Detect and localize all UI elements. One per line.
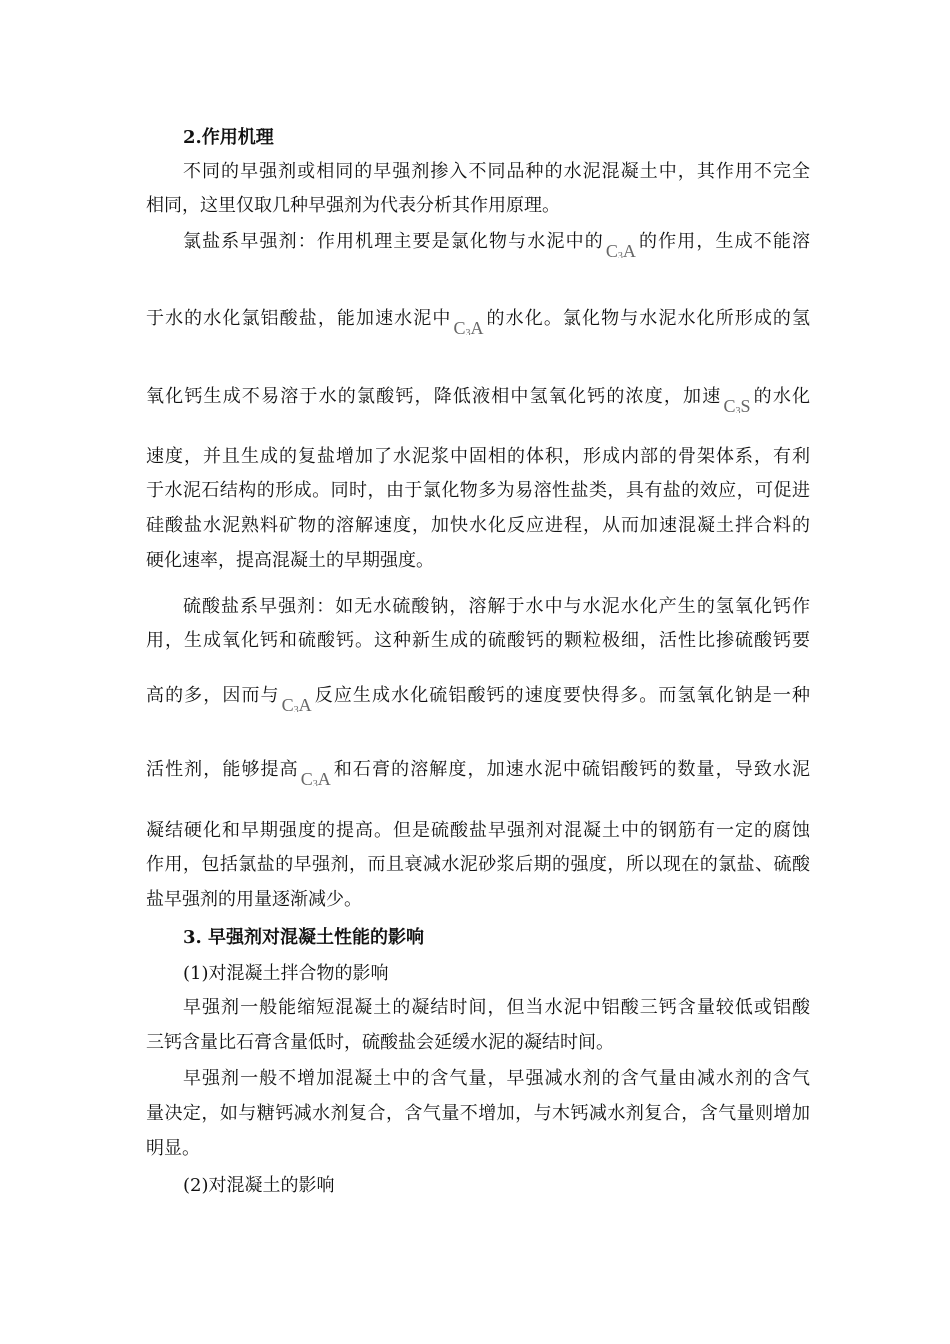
heading-effect: 3. 早强剂对混凝土性能的影响 xyxy=(183,927,425,948)
p5-line-2: 量决定，如与糖钙减水剂复合，含气量不增加，与木钙减水剂复合，含气量则增加 xyxy=(146,1103,810,1124)
p5-line-3: 明显。 xyxy=(146,1138,200,1159)
formula-c3a: $C_3A$ xyxy=(453,318,484,335)
p2-line-3-text-b: 的水化 xyxy=(752,386,810,407)
p3-line-4 xyxy=(146,756,810,786)
p3-line-3 xyxy=(146,682,810,712)
p2-line-1 xyxy=(183,228,810,258)
p2-line-1-text-a: 氯盐系早强剂：作用机理主要是氯化物与水泥中的 xyxy=(183,231,604,252)
p2-line-2 xyxy=(146,305,810,335)
subheading-concrete: (2)对混凝土的影响 xyxy=(183,1175,335,1196)
p2-line-3-text-a: 氧化钙生成不易溶于水的氯酸钙，降低液相中氢氧化钙的浓度，加速 xyxy=(146,386,722,407)
p2-line-3 xyxy=(146,383,810,413)
formula-c3a: $C_3A$ xyxy=(281,695,312,712)
p3-line-5: 凝结硬化和早期强度的提高。但是硫酸盐早强剂对混凝土中的钢筋有一定的腐蚀 xyxy=(146,820,810,841)
p4-line-1: 早强剂一般能缩短混凝土的凝结时间，但当水泥中铝酸三钙含量较低或铝酸 xyxy=(183,997,810,1018)
p5-line-1: 早强剂一般不增加混凝土中的含气量，早强减水剂的含气量由减水剂的含气 xyxy=(183,1068,810,1089)
p2-line-5: 于水泥石结构的形成。同时，由于氯化物多为易溶性盐类，具有盐的效应，可促进 xyxy=(146,480,810,501)
p1-line-1: 不同的早强剂或相同的早强剂掺入不同品种的水泥混凝土中，其作用不完全 xyxy=(183,161,810,182)
formula-c3a: $C_3A$ xyxy=(605,241,636,258)
heading-mechanism: 2.作用机理 xyxy=(183,127,274,148)
formula-c3s: $C_3S$ xyxy=(723,396,751,413)
p2-line-4: 速度，并且生成的复盐增加了水泥浆中固相的体积，形成内部的骨架体系，有利 xyxy=(146,446,810,467)
p3-line-3-text-a: 高的多，因而与 xyxy=(146,685,280,706)
p3-line-4-text-b: 和石膏的溶解度，加速水泥中硫铝酸钙的数量，导致水泥 xyxy=(332,759,810,780)
p3-line-6: 作用，包括氯盐的早强剂，而且衰减水泥砂浆后期的强度，所以现在的氯盐、硫酸 xyxy=(146,854,810,875)
p3-line-1: 硫酸盐系早强剂：如无水硫酸钠，溶解于水中与水泥水化产生的氢氧化钙作 xyxy=(183,596,810,617)
p2-line-2-text-b: 的水化。氯化物与水泥水化所形成的氢 xyxy=(485,308,810,329)
p2-line-6: 硅酸盐水泥熟料矿物的溶解速度，加快水化反应进程，从而加速混凝土拌合料的 xyxy=(146,515,810,536)
p2-line-1-text-b: 的作用，生成不能溶 xyxy=(637,231,810,252)
p4-line-2: 三钙含量比石膏含量低时，硫酸盐会延缓水泥的凝结时间。 xyxy=(146,1032,614,1053)
formula-c3a: $C_3A$ xyxy=(300,769,331,786)
p3-line-3-text-b: 反应生成水化硫铝酸钙的速度要快得多。而氢氧化钠是一种 xyxy=(313,685,810,706)
subheading-mixture: (1)对混凝土拌合物的影响 xyxy=(183,963,389,984)
p3-line-2: 用，生成氧化钙和硫酸钙。这种新生成的硫酸钙的颗粒极细，活性比掺硫酸钙要 xyxy=(146,630,810,651)
p3-line-7: 盐早强剂的用量逐渐减少。 xyxy=(146,889,362,910)
p1-line-2: 相同，这里仅取几种早强剂为代表分析其作用原理。 xyxy=(146,195,560,216)
p2-line-2-text-a: 于水的水化氯铝酸盐，能加速水泥中 xyxy=(146,308,452,329)
p2-line-7: 硬化速率，提高混凝土的早期强度。 xyxy=(146,550,434,571)
p3-line-4-text-a: 活性剂，能够提高 xyxy=(146,759,299,780)
